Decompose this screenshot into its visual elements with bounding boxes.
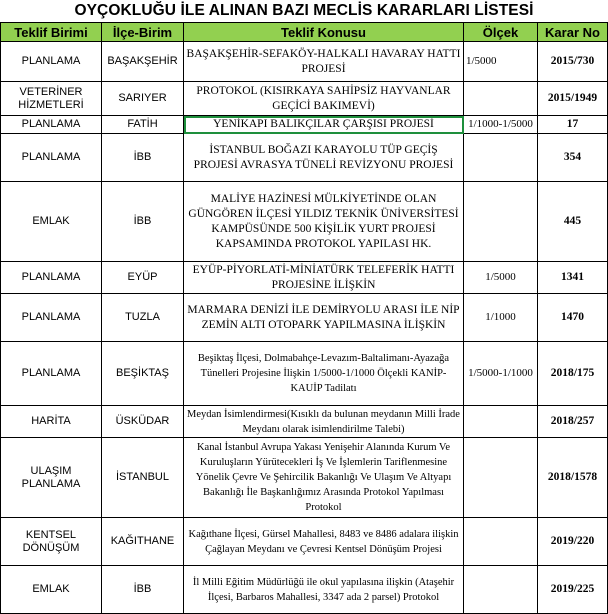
decision-cell: 2018/175: [538, 342, 608, 406]
unit-cell: PLANLAMA: [1, 262, 102, 294]
scale-cell: [464, 566, 538, 614]
district-cell: KAĞITHANE: [102, 518, 184, 566]
district-cell: İSTANBUL: [102, 438, 184, 518]
unit-cell: EMLAK: [1, 566, 102, 614]
district-cell: BEŞİKTAŞ: [102, 342, 184, 406]
district-cell: SARIYER: [102, 82, 184, 116]
scale-cell: 1/1000: [464, 294, 538, 342]
district-cell: FATİH: [102, 116, 184, 134]
subject-cell: İSTANBUL BOĞAZI KARAYOLU TÜP GEÇİŞ PROJESİ AVRASYA TÜNELİ REVİZYONU PROJESİ: [184, 134, 464, 182]
subject-cell: BAŞAKŞEHİR-SEFAKÖY-HALKALI HAVARAY HATTI PROJESİ: [184, 42, 464, 82]
table-row: [1, 116, 608, 134]
subject-cell: PROTOKOL (KISIRKAYA SAHİPSİZ HAYVANLAR GEÇİCİ BAKIMEVİ): [184, 82, 464, 116]
decision-cell: 2019/225: [538, 566, 608, 614]
subject-cell: EYÜP-PİYORLATİ-MİNİATÜRK TELEFERİK HATTI PROJESİNE İLİŞKİN: [184, 262, 464, 294]
table-row: [1, 342, 608, 406]
decision-cell: 445: [538, 182, 608, 262]
unit-cell: EMLAK: [1, 182, 102, 262]
table-row: [1, 294, 608, 342]
unit-cell: ULAŞIM PLANLAMA: [1, 438, 102, 518]
table-row: [1, 42, 608, 82]
subject-cell: İl Milli Eğitim Müdürlüğü ile okul yapılasına ilişkin (Ataşehir İlçesi, Barbaros Mahallesi, 3347 ada 2 parsel) Protokol: [184, 566, 464, 614]
district-cell: İBB: [102, 182, 184, 262]
scale-cell: [464, 406, 538, 438]
unit-cell: HARİTA: [1, 406, 102, 438]
scale-cell: [464, 182, 538, 262]
district-cell: ÜSKÜDAR: [102, 406, 184, 438]
decision-cell: 2018/257: [538, 406, 608, 438]
unit-cell: PLANLAMA: [1, 116, 102, 134]
decision-cell: 2018/1578: [538, 438, 608, 518]
header-olcek: Ölçek: [464, 23, 538, 42]
decision-cell: 354: [538, 134, 608, 182]
header-karar-no: Karar No: [538, 23, 608, 42]
header-teklif-konusu: Teklif Konusu: [184, 23, 464, 42]
subject-cell: Kağıthane İlçesi, Gürsel Mahallesi, 8483 ve 8486 adalara ilişkin Çağlayan Meydanı ve Çevresi Kentsel Dönüşüm Projesi: [184, 518, 464, 566]
subject-cell-selected[interactable]: YENİKAPI BALIKÇILAR ÇARŞISI PROJESİ: [184, 116, 464, 134]
decision-cell: 17: [538, 116, 608, 134]
table-row: [1, 406, 608, 438]
subject-cell: MARMARA DENİZİ İLE DEMİRYOLU ARASI İLE NİP ZEMİN ALTI OTOPARK YAPILMASINA İLİŞKİN: [184, 294, 464, 342]
unit-cell: PLANLAMA: [1, 134, 102, 182]
decision-cell: 1341: [538, 262, 608, 294]
scale-cell: [464, 518, 538, 566]
unit-cell: VETERİNER HİZMETLERİ: [1, 82, 102, 116]
district-cell: İBB: [102, 566, 184, 614]
district-cell: TUZLA: [102, 294, 184, 342]
table-row: [1, 82, 608, 116]
decision-cell: 2015/730: [538, 42, 608, 82]
scale-cell: [464, 82, 538, 116]
scale-cell: [464, 438, 538, 518]
header-teklif-birimi: Teklif Birimi: [1, 23, 102, 42]
table-row: [1, 566, 608, 614]
unit-cell: PLANLAMA: [1, 342, 102, 406]
page-title: OYÇOKLUĞU İLE ALINAN BAZI MECLİS KARARLARI LİSTESİ: [74, 2, 534, 19]
scale-cell: 1/5000-1/1000: [464, 342, 538, 406]
district-cell: EYÜP: [102, 262, 184, 294]
unit-cell: KENTSEL DÖNÜŞÜM: [1, 518, 102, 566]
subject-cell: Meydan İsimlendirmesi(Kısıklı da bulunan meydanın Milli İrade Meydanı olarak isimlendirilme Talebi): [184, 406, 464, 438]
table-row: [1, 182, 608, 262]
decision-cell: 2019/220: [538, 518, 608, 566]
header-ilce-birim: İlçe-Birim: [102, 23, 184, 42]
table-row: [1, 518, 608, 566]
subject-cell: Beşiktaş İlçesi, Dolmabahçe-Levazım-Baltalimanı-Ayazağa Tünelleri Projesine İlişkin 1/5000-1/1000 Ölçekli KANİP-KAUİP Tadilatı: [184, 342, 464, 406]
scale-cell: [464, 134, 538, 182]
table-row: [1, 134, 608, 182]
district-cell: İBB: [102, 134, 184, 182]
decision-cell: 1470: [538, 294, 608, 342]
district-cell: BAŞAKŞEHİR: [102, 42, 184, 82]
subject-cell: Kanal İstanbul Avrupa Yakası Yenişehir Alanında Kurum Ve Kuruluşların Yürütecekleri İş Ve İşlemlerin Tariflenmesine Yönelik Çevre Ve Şehircilik Bakanlığı Ve Ulaşım Ve Altyapı Bakanlığı İle Başkanlığımız Arasında Protokol Yapılması Protokol: [184, 438, 464, 518]
subject-cell: MALİYE HAZİNESİ MÜLKİYETİNDE OLAN GÜNGÖREN İLÇESİ YILDIZ TEKNİK ÜNİVERSİTESİ KAMPÜSÜNDE 500 KİŞİLİK YURT PROJESİ KAPSAMINDA PROTOKOL YAPILASI HK.: [184, 182, 464, 262]
header-row: [1, 23, 608, 42]
table-row: [1, 438, 608, 518]
decision-cell: 2015/1949: [538, 82, 608, 116]
scale-cell: 1/1000-1/5000: [464, 116, 538, 134]
scale-cell: 1/5000: [464, 42, 538, 82]
decisions-table: [0, 22, 608, 614]
unit-cell: PLANLAMA: [1, 294, 102, 342]
unit-cell: PLANLAMA: [1, 42, 102, 82]
table-row: [1, 262, 608, 294]
scale-cell: 1/5000: [464, 262, 538, 294]
